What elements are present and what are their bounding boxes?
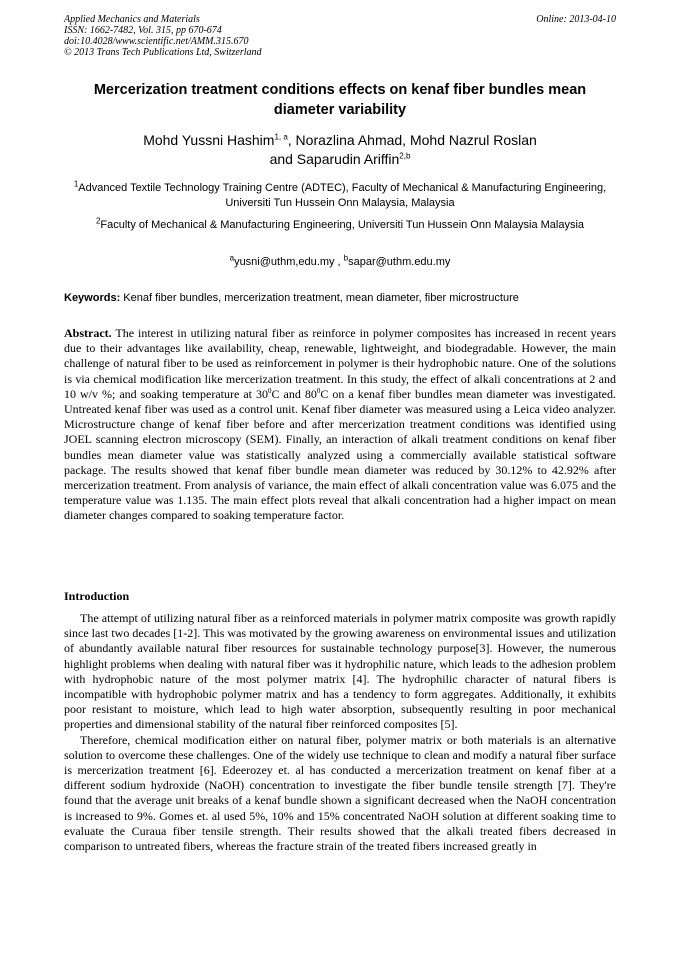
affiliation-superscript: 2 bbox=[95, 216, 101, 226]
email-superscript: b bbox=[343, 253, 349, 263]
author-superscript: 2,b bbox=[399, 151, 411, 161]
affiliation-text: Faculty of Mechanical & Manufacturing Engineering, Universiti Tun Hussein Onn Malaysia Malaysia bbox=[100, 219, 585, 231]
affiliation-text: Advanced Textile Technology Training Centre (ADTEC), Faculty of Mechanical & Manufacturing Engineering, Universiti Tun Hussein Onn Malaysia, Malaysia bbox=[78, 182, 607, 209]
degree-superscript: 0 bbox=[316, 386, 321, 395]
affiliation-1 bbox=[64, 181, 616, 211]
journal-info bbox=[64, 14, 616, 58]
degree-superscript: 0 bbox=[268, 386, 272, 395]
affiliation-2 bbox=[64, 218, 616, 233]
abstract-text: C and 80 bbox=[271, 386, 317, 401]
abstract-text: The interest in utilizing natural fiber as reinforce in polymer composites has increased in recent years due to their advantages like availability, cheap, renewable, lightweight, and biodegradable. However, the main challenge of natural fiber to be used as reinforcement in polymer is their hydrophobic nature. One of the solutions is via chemical modification like mercerization treatment. In this study, the effect of alkali concentrations at 2 and 10 w/v %; and soaking temperature at 30 bbox=[64, 326, 616, 401]
paragraph: The attempt of utilizing natural fiber as a reinforced materials in polymer matrix composite was growth rapidly since last two decades [1-2]. This was motivated by the growing awareness on environmental issues and utilization of abundantly available natural fiber resources for sustainable technology purpose[3]. However, the numerous highlight problems when dealing with natural fiber was it hydrophilic nature, which leads to the adhesion problem with hydrophobic nature of the most polymer matrix [4]. The hydrophilic character of natural fibers is incompatible with hydrophobic polymer matrix and has a tendency to form aggregates. Additionally, it exhibits poor resistant to moisture, which lead to high water absorption, subsequently resulting in poor mechanical properties and dimensional stability of the natural fiber reinforced composites [5]. bbox=[64, 611, 616, 732]
keywords-text: Kenaf fiber bundles, mercerization treatment, mean diameter, fiber microstructure bbox=[120, 292, 519, 304]
author-name: and Saparudin Ariffin bbox=[269, 151, 400, 167]
online-date: Online: 2013-04-10 bbox=[536, 14, 616, 25]
email-separator: , bbox=[334, 256, 344, 268]
email-link[interactable]: yusni@uthm,edu.my bbox=[234, 256, 335, 268]
journal-name: Applied Mechanics and Materials bbox=[64, 14, 200, 25]
abstract-text: C on a kenaf fiber bundles mean diameter was investigated. Untreated kenaf fiber was used as a control unit. Kenaf fiber diameter was measured using a Leica video analyzer. Microstructure change of kenaf fiber before and after mercerization treatment conditions was identified using JOEL scanning electron microscopy (SEM). Finally, an interaction of alkali treatment conditions on kenaf fiber bundles mean diameter value was statistically analyzed using a commercially available statistical software package. The results showed that kenaf fiber bundle mean diameter was reduced by 30.12% to 42.92% after mercerization treatment. From analysis of variance, the main effect of alkali concentration value was 6.075 and the temperature value was 1.135. The main effect plots reveal that alkali concentration had a higher impact on mean diameter changes compared to soaking temperature factor. bbox=[64, 386, 616, 523]
author-line-2 bbox=[64, 150, 616, 169]
introduction-body bbox=[64, 611, 616, 854]
abstract-label: Abstract. bbox=[64, 326, 112, 340]
journal-copyright: © 2013 Trans Tech Publications Ltd, Switzerland bbox=[64, 47, 262, 58]
abstract bbox=[64, 326, 616, 524]
author-line-1 bbox=[64, 131, 616, 150]
keywords bbox=[64, 291, 616, 306]
author-names: , Norazlina Ahmad, Mohd Nazrul Roslan bbox=[287, 132, 537, 148]
section-heading-introduction: Introduction bbox=[64, 589, 130, 603]
keywords-label: Keywords: bbox=[64, 292, 121, 304]
email-link[interactable]: sapar@uthm.edu.my bbox=[348, 256, 451, 268]
email-superscript: a bbox=[229, 253, 235, 263]
journal-doi: doi:10.4028/www.scientific.net/AMM.315.670 bbox=[64, 36, 249, 47]
journal-issn: ISSN: 1662-7482, Vol. 315, pp 670-674 bbox=[64, 25, 222, 36]
author-list bbox=[64, 131, 616, 169]
author-name: Mohd Yussni Hashim bbox=[143, 132, 275, 148]
author-superscript: 1, a bbox=[274, 132, 288, 142]
paragraph: Therefore, chemical modification either on natural fiber, polymer matrix or both materials is an alternative solution to overcome these challenges. One of the widely use technique to clean and modify a natural fiber surface is mercerization treatment [6]. Edeerozey et. al has conducted a mercerization treatment on kenaf fiber at a different sodium hydroxide (NaOH) concentration to investigate the fiber bundle tensile strength [7]. They're found that the average unit breaks of a kenaf bundle shown a significant decreased when the NaOH concentration is increased to 9%. Gomes et. al used 5%, 10% and 15% concentrated NaOH solution at different soaking time to evaluate the Curaua fiber tensile strength. Their results showed that the alkali treated fibers decreased in comparison to untreated fibers, whereas the fracture strain of the treated fibers increased greatly in bbox=[64, 732, 616, 854]
affiliation-superscript: 1 bbox=[73, 179, 79, 189]
email-line bbox=[64, 255, 616, 270]
paper-title: Mercerization treatment conditions effects on kenaf fiber bundles mean diameter variability bbox=[93, 82, 587, 118]
